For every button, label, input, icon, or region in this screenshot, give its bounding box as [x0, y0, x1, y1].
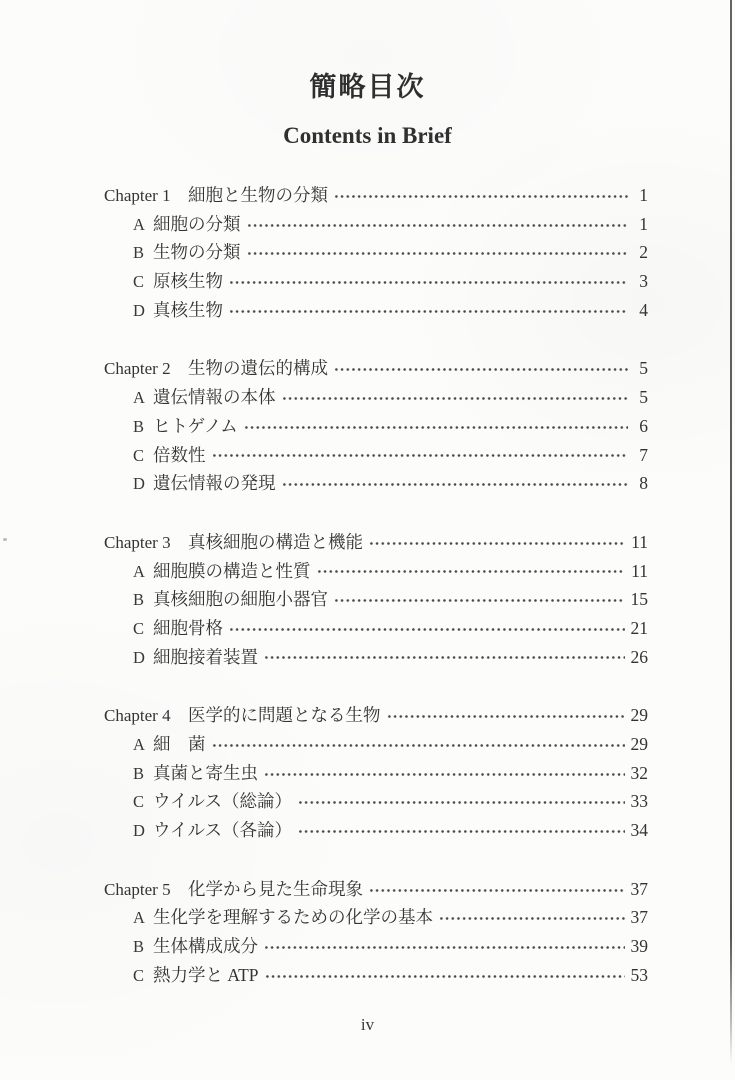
dot-leader [265, 656, 625, 659]
section-title: ヒトゲノム [153, 415, 238, 436]
section-page-number: 1 [639, 213, 648, 234]
toc-section-row [104, 961, 648, 990]
section-page-number: 8 [639, 473, 648, 494]
toc-section-row [104, 210, 648, 239]
chapter-title: 化学から見た生命現象 [188, 878, 363, 899]
toc-section-row [104, 643, 648, 672]
section-label: D [133, 474, 145, 494]
section-title: 倍数性 [153, 444, 206, 465]
section-label: C [133, 272, 145, 292]
scan-edge-line [730, 0, 732, 1064]
toc-chapter [104, 354, 648, 497]
toc-section-row [104, 412, 648, 441]
toc-section-row [104, 585, 648, 614]
chapter-label: Chapter 1 [104, 186, 171, 205]
section-page-number: 5 [639, 387, 648, 408]
toc-chapter [104, 528, 648, 671]
section-page-number: 11 [631, 560, 648, 581]
scan-speck [3, 538, 7, 541]
chapter-page-number: 37 [630, 878, 648, 899]
section-title: 細 菌 [153, 734, 206, 754]
section-page-number: 32 [630, 762, 648, 783]
section-page-number: 3 [639, 271, 648, 292]
toc-section-row [104, 730, 648, 759]
dot-leader [335, 195, 628, 198]
chapter-page-number: 11 [631, 531, 648, 552]
section-title: 生体構成成分 [153, 936, 258, 957]
dot-leader [335, 599, 625, 602]
section-label: A [133, 214, 145, 234]
section-label: C [133, 965, 145, 985]
section-page-number: 29 [630, 734, 648, 754]
section-page-number: 26 [630, 646, 648, 667]
dot-leader [265, 946, 625, 949]
chapter-title: 真核細胞の構造と機能 [188, 531, 363, 552]
section-page-number: 34 [630, 820, 648, 841]
toc-chapter-row [104, 701, 648, 730]
toc-section-row [104, 787, 648, 816]
dot-leader [318, 570, 626, 573]
chapter-title: 生物の遺伝的構成 [188, 358, 328, 379]
toc-list [104, 181, 648, 1020]
toc-section-row [104, 267, 648, 296]
dot-leader [283, 397, 629, 400]
section-title: 細胞膜の構造と性質 [153, 560, 311, 581]
chapter-label: Chapter 5 [104, 879, 171, 899]
dot-leader [245, 426, 628, 429]
section-label: D [133, 821, 145, 841]
chapter-page-number: 29 [630, 705, 648, 726]
section-label: B [133, 937, 145, 957]
dot-leader [299, 801, 625, 804]
section-title: 遺伝情報の発現 [153, 473, 276, 494]
section-page-number: 15 [630, 589, 648, 610]
toc-section-row [104, 759, 648, 788]
chapter-page-number: 5 [639, 358, 648, 379]
dot-leader [335, 368, 628, 371]
toc-section-row [104, 469, 648, 498]
toc-section-row [104, 932, 648, 961]
section-title: 生化学を理解するための化学の基本 [153, 907, 433, 928]
section-title: 熱力学と ATP [153, 964, 259, 985]
toc-chapter [104, 875, 648, 990]
toc-chapter [104, 181, 648, 324]
chapter-title: 医学的に問題となる生物 [188, 705, 381, 726]
toc-section-row [104, 441, 648, 470]
toc-section-row [104, 903, 648, 932]
section-label: D [133, 647, 145, 667]
toc-section-row [104, 816, 648, 845]
toc-section-row [104, 238, 648, 267]
section-page-number: 2 [639, 242, 648, 263]
dot-leader [299, 830, 625, 833]
section-label: C [133, 618, 145, 638]
section-page-number: 7 [639, 444, 648, 465]
chapter-label: Chapter 4 [104, 706, 171, 726]
section-label: B [133, 243, 145, 263]
section-label: B [133, 416, 145, 436]
dot-leader [370, 889, 625, 892]
section-label: C [133, 792, 145, 812]
section-title: 原核生物 [153, 271, 223, 292]
section-page-number: 6 [639, 415, 648, 436]
toc-chapter-row [104, 354, 648, 383]
toc-chapter-row [104, 875, 648, 904]
toc-chapter-row [104, 181, 648, 210]
toc-chapter-row [104, 528, 648, 557]
section-title: 真菌と寄生虫 [153, 762, 258, 783]
section-label: A [133, 735, 145, 754]
section-title: 遺伝情報の本体 [153, 387, 276, 408]
dot-leader [230, 281, 628, 284]
section-title: ウイルス（各論） [153, 820, 292, 841]
toc-section-row [104, 383, 648, 412]
page-title-english: Contents in Brief [283, 123, 452, 148]
dot-leader [266, 975, 625, 978]
section-title: 真核生物 [153, 299, 223, 320]
section-page-number: 37 [630, 907, 648, 928]
section-page-number: 21 [630, 617, 648, 638]
toc-section-row [104, 296, 648, 325]
section-label: C [133, 445, 145, 465]
chapter-title: 細胞と生物の分類 [188, 185, 328, 205]
dot-leader [388, 715, 625, 718]
section-page-number: 4 [639, 299, 648, 320]
section-page-number: 39 [630, 936, 648, 957]
toc-section-row [104, 557, 648, 586]
chapter-label: Chapter 3 [104, 532, 171, 552]
section-label: A [133, 561, 145, 581]
section-label: B [133, 590, 145, 610]
dot-leader [283, 483, 629, 486]
section-label: B [133, 763, 145, 783]
section-title: 細胞の分類 [153, 213, 241, 234]
section-title: 生物の分類 [153, 242, 241, 263]
toc-section-row [104, 614, 648, 643]
section-title: 細胞骨格 [153, 617, 223, 638]
section-label: A [133, 388, 145, 408]
dot-leader [230, 628, 625, 631]
section-page-number: 33 [630, 791, 648, 812]
toc-chapter [104, 701, 648, 844]
chapter-page-number: 1 [639, 185, 648, 205]
dot-leader [213, 454, 629, 457]
chapter-label: Chapter 2 [104, 359, 171, 379]
section-title: 真核細胞の細胞小器官 [153, 589, 328, 610]
section-title: ウイルス（総論） [153, 791, 292, 812]
dot-leader [248, 252, 629, 255]
dot-leader [248, 224, 629, 227]
dot-leader [265, 773, 625, 776]
section-label: A [133, 908, 145, 928]
section-title: 細胞接着装置 [153, 646, 258, 667]
page-title-japanese: 簡略目次 [309, 72, 426, 102]
section-label: D [133, 300, 145, 320]
dot-leader [370, 542, 625, 545]
dot-leader [213, 744, 625, 747]
section-page-number: 53 [630, 964, 648, 985]
dot-leader [230, 310, 628, 313]
dot-leader [440, 917, 625, 920]
page-number-folio: iv [360, 1015, 375, 1034]
